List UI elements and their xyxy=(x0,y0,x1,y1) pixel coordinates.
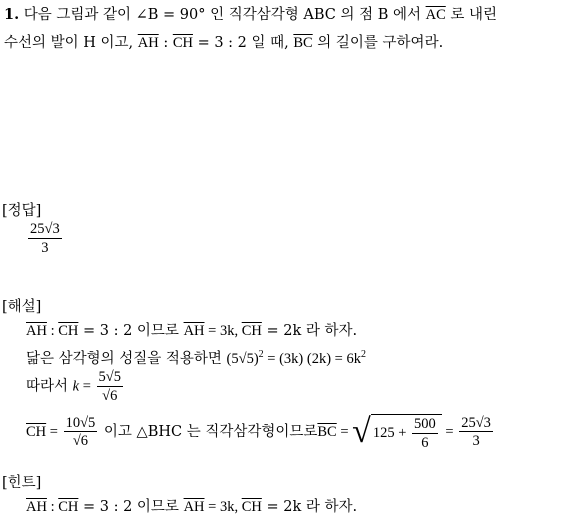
exponent: 2 xyxy=(360,349,366,360)
problem-number: 1. xyxy=(4,6,20,23)
solution-text: 닮은 삼각형의 성질을 적용하면 xyxy=(26,350,227,367)
radicand-term: 125 + xyxy=(372,424,411,441)
fraction-denominator: √6 xyxy=(102,387,118,404)
hint-line xyxy=(26,500,357,515)
fraction-numerator: 500 xyxy=(414,416,436,432)
answer-numerator: 25√3 xyxy=(30,221,60,237)
solution-text: = 3 : 2 이므로 xyxy=(78,323,184,339)
segment-ah: $\overline{AH}$ xyxy=(26,323,47,339)
solution-line-3 xyxy=(26,370,125,403)
variable-k: k xyxy=(72,378,80,395)
problem-line-2 xyxy=(4,36,443,51)
segment-bc: $\overline{BC}$ xyxy=(293,35,313,51)
equation-part: = 3k, xyxy=(204,323,242,339)
equals: = xyxy=(79,378,95,395)
segment-ah: $\overline{AH}$ xyxy=(183,323,205,339)
solution-text: 따라서 xyxy=(26,378,73,395)
fraction xyxy=(64,416,98,449)
segment-bc: $\overline{BC}$ xyxy=(317,424,337,440)
fraction xyxy=(97,370,123,403)
segment-ch: $\overline{CH}$ xyxy=(58,323,79,339)
exponent: 2 xyxy=(258,349,264,360)
solution-line-1 xyxy=(26,324,357,339)
radical-sign: √ xyxy=(352,413,371,450)
equals: = xyxy=(441,424,458,440)
radical xyxy=(352,414,442,450)
expression-left: (5√5) xyxy=(226,350,259,367)
expression-right: = (3k) (2k) = 6k xyxy=(263,350,361,367)
ratio-colon: : xyxy=(46,499,59,515)
fraction-numerator: 25√3 xyxy=(461,414,491,431)
problem-text-a: 다음 그림과 같이 ∠B = 90° 인 직각삼각형 ABC 의 점 B 에서 xyxy=(23,7,421,23)
problem-text-d: = 3 : 2 일 때, xyxy=(197,35,289,51)
segment-ch: $\overline{CH}$ xyxy=(172,35,193,51)
equals: = xyxy=(336,424,353,440)
equation-part: = 3k, xyxy=(204,499,242,515)
ratio-colon: : xyxy=(163,35,169,51)
fraction xyxy=(459,416,493,449)
problem-text-e: 의 길이를 구하여라. xyxy=(317,35,444,51)
equation-part: = 2k 라 하자. xyxy=(261,323,358,339)
problem-line-1 xyxy=(4,8,497,23)
segment-ah: $\overline{AH}$ xyxy=(26,499,47,515)
fraction-numerator: 10√5 xyxy=(65,414,96,431)
hint-heading: [힌트] xyxy=(2,475,42,491)
equation-part: = 2k 라 하자. xyxy=(261,499,358,515)
segment-ch: $\overline{CH}$ xyxy=(241,323,262,339)
fraction-numerator: 5√5 xyxy=(98,369,121,385)
segment-ch: $\overline{CH}$ xyxy=(241,499,262,515)
segment-ch: $\overline{CH}$ xyxy=(26,424,47,440)
segment-ch: $\overline{CH}$ xyxy=(58,499,79,515)
solution-text: 이고 △BHC 는 직각삼각형이므로 xyxy=(99,424,318,440)
hint-text: = 3 : 2 이므로 xyxy=(78,499,184,515)
fraction-denominator: 6 xyxy=(421,434,429,451)
segment-ac: $\overline{AC}$ xyxy=(425,7,446,23)
segment-ah: $\overline{AH}$ xyxy=(183,499,205,515)
equals: = xyxy=(46,424,62,440)
answer-heading: [정답] xyxy=(2,203,42,219)
solution-line-4 xyxy=(26,414,495,450)
fraction-denominator: √6 xyxy=(72,433,89,449)
segment-ah: $\overline{AH}$ xyxy=(137,35,159,51)
problem-text-b: 로 내린 xyxy=(450,7,497,23)
fraction-denominator: 3 xyxy=(472,433,480,449)
problem-text-c: 수선의 발이 H 이고, xyxy=(4,35,134,51)
answer-fraction xyxy=(26,222,64,255)
answer-denominator: 3 xyxy=(41,239,49,256)
solution-line-2 xyxy=(26,350,366,366)
ratio-colon: : xyxy=(46,323,59,339)
solution-heading: [해설] xyxy=(2,299,42,315)
